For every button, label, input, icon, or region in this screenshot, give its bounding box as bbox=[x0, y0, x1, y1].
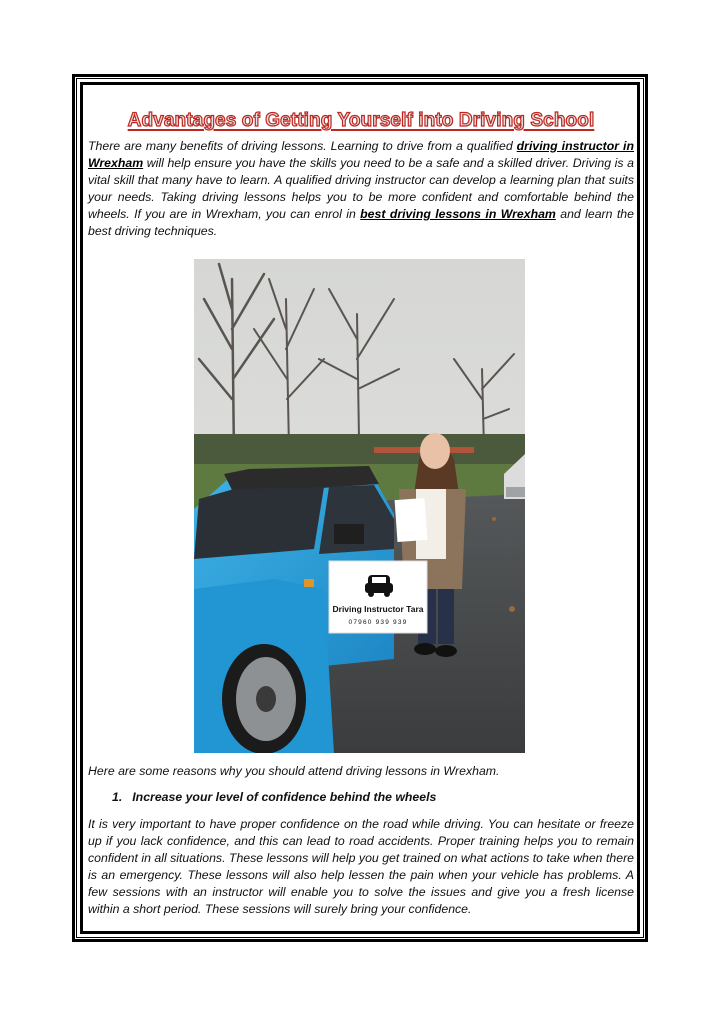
reason-1-section bbox=[88, 816, 634, 918]
sign-phone-number: 07960 939 939 bbox=[348, 619, 408, 626]
reason-1-number: 1. bbox=[112, 790, 123, 804]
sign-business-name: Driving Instructor Tara bbox=[332, 604, 424, 614]
page-title: Advantages of Getting Yourself into Driving School bbox=[127, 110, 595, 131]
intro-text-1: There are many benefits of driving lessons. Learning to drive from a qualified bbox=[88, 139, 517, 153]
reason-1-heading bbox=[112, 790, 436, 804]
intro-text-2: will help ensure you have the skills you need to be a safe and a skilled driver. Driving is a vital skill that many have to learn. A qualified driving instructor can develop a learning plan that suits your needs. Taking driving lessons helps you to be more confident and comfortable behind the wheels. If you are in Wrexham, you can enrol in bbox=[88, 156, 634, 221]
reason-1-title: Increase your level of confidence behind the wheels bbox=[132, 790, 437, 804]
student-photo bbox=[194, 259, 525, 753]
driving-instructor-link[interactable]: driving instructor in Wrexham bbox=[88, 139, 634, 170]
reasons-intro: Here are some reasons why you should attend driving lessons in Wrexham. bbox=[88, 764, 500, 778]
reason-1-body: It is very important to have proper confidence on the road while driving. You can hesitate or freeze up if you lack confidence, and this can lead to road accidents. Proper training helps you to remain confident in all situations. These lessons will help you get trained on what actions to take when there is an emergency. These lessons will also help lessen the pain when your vehicle has problems. A few sessions with an instructor will enable you to solve the issues and give you a fresh license within a short period. These sessions will surely bring your confidence. bbox=[88, 817, 634, 916]
article-intro-section bbox=[88, 110, 634, 240]
best-driving-lessons-link[interactable]: best driving lessons in Wrexham bbox=[360, 207, 556, 221]
intro-text-3: and learn the best driving techniques. bbox=[88, 207, 634, 238]
intro-paragraph bbox=[88, 138, 634, 240]
